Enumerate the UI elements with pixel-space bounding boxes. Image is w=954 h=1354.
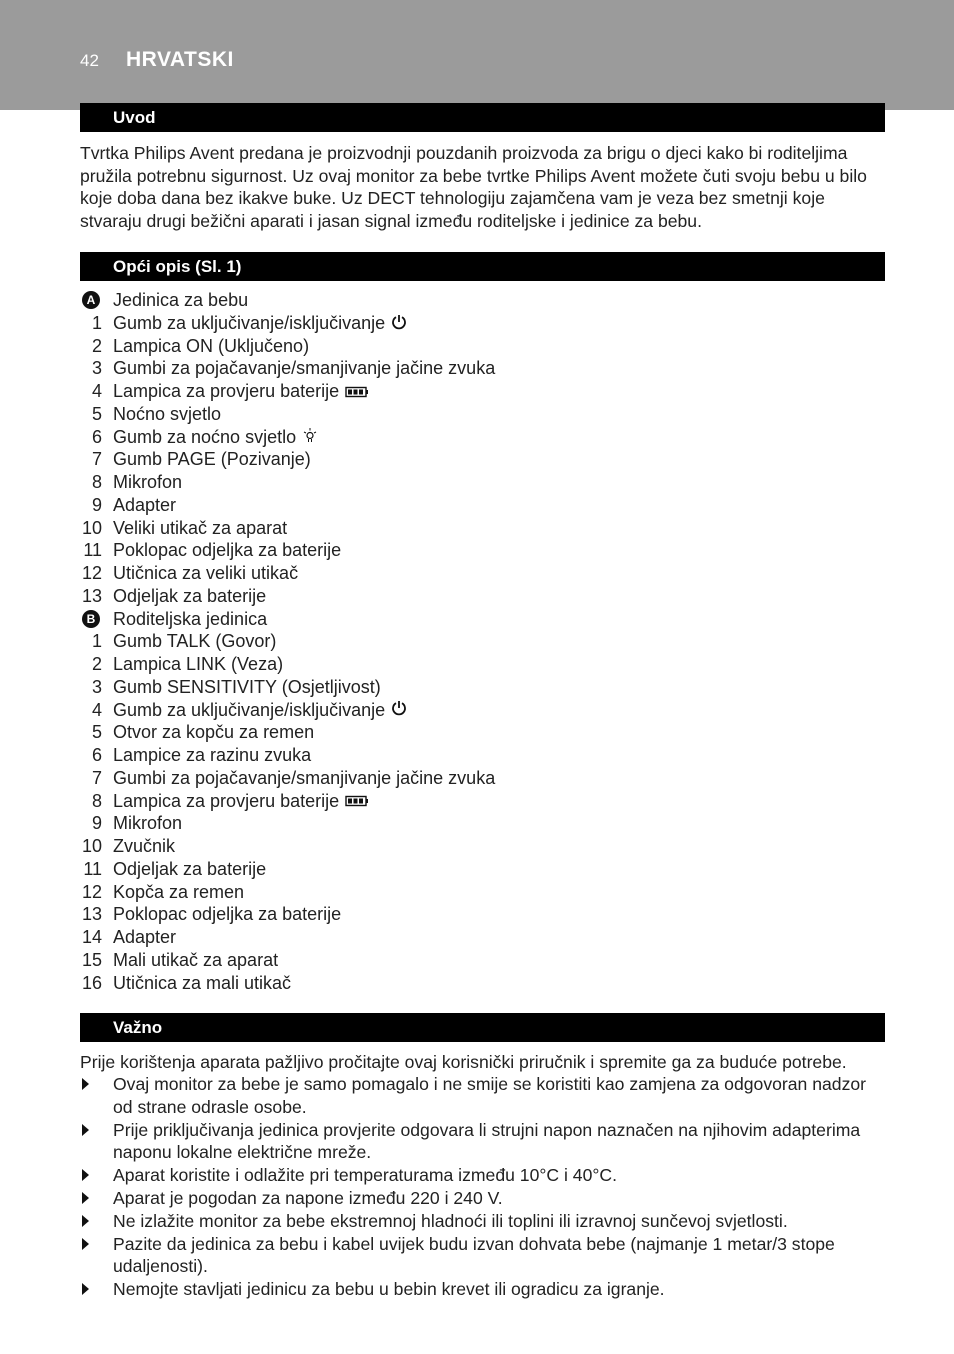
parts-list-item xyxy=(80,426,885,449)
item-label: Gumb za uključivanje/isključivanje xyxy=(113,312,386,333)
item-label: Odjeljak za baterije xyxy=(113,858,267,879)
bullet-triangle-icon xyxy=(82,1238,89,1250)
section-heading-uvod xyxy=(80,103,885,132)
parts-list-item xyxy=(80,699,885,722)
bullet-triangle-icon xyxy=(82,1124,89,1136)
parts-list-item xyxy=(80,812,885,835)
parts-list-item xyxy=(80,380,885,403)
item-label: Gumb SENSITIVITY (Osjetljivost) xyxy=(113,676,381,697)
item-text-wrap xyxy=(113,517,287,540)
item-number: 10 xyxy=(81,517,102,538)
bullet-text: Nemojte stavljati jedinicu za bebu u bebin krevet ili ogradicu za igranje. xyxy=(113,1279,665,1300)
bullet-text: Ne izlažite monitor za bebe ekstremnoj hladnoći ili toplini ili izravnoj sunčevoj svjetlosti. xyxy=(113,1210,788,1231)
item-label: Odjeljak za baterije xyxy=(113,585,267,606)
item-label: Utičnica za veliki utikač xyxy=(113,563,299,583)
item-number: 1 xyxy=(91,312,102,333)
item-label: Gumb PAGE (Pozivanje) xyxy=(113,449,311,470)
item-label: Adapter xyxy=(113,494,177,515)
item-text-wrap xyxy=(113,494,176,517)
section-title: Uvod xyxy=(113,108,156,127)
item-text-wrap xyxy=(113,676,381,699)
bullet-item xyxy=(80,1210,890,1233)
item-label: Noćno svjetlo xyxy=(113,403,222,424)
bullet-item xyxy=(80,1119,890,1165)
item-label: Poklopac odjeljka za baterije xyxy=(113,540,342,561)
item-text-wrap xyxy=(113,721,314,744)
item-label: Utičnica za mali utikač xyxy=(113,972,292,993)
item-label: Adapter xyxy=(113,927,177,947)
parts-list-item xyxy=(80,949,885,972)
item-text-wrap xyxy=(113,335,309,358)
item-label: Gumbi za pojačavanje/smanjivanje jačine zvuka xyxy=(113,358,496,379)
item-number: 9 xyxy=(91,813,102,834)
item-number: 4 xyxy=(91,381,102,401)
parts-list-item xyxy=(80,858,885,881)
parts-list-item xyxy=(80,494,885,517)
item-text-wrap xyxy=(113,653,283,676)
item-label: Lampice za razinu zvuka xyxy=(113,745,312,765)
parts-list-item xyxy=(80,926,885,949)
item-text-wrap xyxy=(113,380,369,404)
parts-list-item xyxy=(80,471,885,494)
item-label: Gumb za noćno svjetlo xyxy=(113,426,297,447)
item-number: 14 xyxy=(81,927,102,947)
item-label: Lampica za provjeru baterije xyxy=(113,381,340,401)
group-badge: A xyxy=(82,291,100,309)
item-label: Lampica za provjeru baterije xyxy=(113,790,340,811)
item-label: Poklopac odjeljka za baterije xyxy=(113,904,342,925)
bullet-text: Prije priključivanja jedinica provjerite odgovara li strujni napon naznačen na njihovim adapterima naponu lokalne električne mreže. xyxy=(113,1119,861,1163)
battery-icon xyxy=(345,381,369,404)
item-number: 11 xyxy=(83,540,102,561)
item-text-wrap xyxy=(113,630,276,653)
parts-list-item xyxy=(80,790,885,813)
item-text-wrap xyxy=(113,835,175,858)
parts-list-item xyxy=(80,744,885,767)
section-heading-vazno xyxy=(80,1013,885,1042)
bullet-triangle-icon xyxy=(82,1192,89,1204)
item-number: 13 xyxy=(81,585,102,606)
item-number: 6 xyxy=(91,426,102,447)
power-icon xyxy=(391,313,407,336)
item-text-wrap xyxy=(113,471,182,494)
bullet-triangle-icon xyxy=(82,1078,89,1090)
parts-group-header xyxy=(80,608,885,631)
item-text-wrap xyxy=(113,926,176,949)
item-number: 2 xyxy=(91,335,102,356)
item-text-wrap xyxy=(113,812,182,835)
group-label: Roditeljska jedinica xyxy=(113,608,268,629)
parts-list-item xyxy=(80,312,885,335)
bullet-item xyxy=(80,1278,890,1301)
parts-list-item xyxy=(80,881,885,904)
bullet-item xyxy=(80,1187,890,1210)
item-number: 13 xyxy=(81,904,102,925)
item-number: 12 xyxy=(81,563,102,583)
bullet-item xyxy=(80,1164,890,1187)
header-band xyxy=(0,0,954,110)
bullet-text: Pazite da jedinica za bebu i kabel uvijek budu izvan dohvata bebe (najmanje 1 metar/3 stope udaljenosti). xyxy=(113,1233,835,1277)
item-number: 8 xyxy=(91,790,102,811)
item-number: 7 xyxy=(91,449,102,470)
item-number: 16 xyxy=(81,972,102,993)
item-label: Mikrofon xyxy=(113,813,183,834)
item-text-wrap xyxy=(113,767,495,790)
bullet-item xyxy=(80,1073,890,1119)
item-label: Gumb za uključivanje/isključivanje xyxy=(113,699,386,720)
parts-list-item xyxy=(80,653,885,676)
item-label: Otvor za kopču za remen xyxy=(113,722,315,743)
item-text-wrap xyxy=(113,312,407,336)
bullet-text: Aparat koristite i odlažite pri temperaturama između 10°C i 40°C. xyxy=(113,1165,617,1186)
item-label: Gumb TALK (Govor) xyxy=(113,631,277,652)
item-label: Mikrofon xyxy=(113,472,183,492)
item-text-wrap xyxy=(113,585,266,608)
page-number: 42 xyxy=(80,51,99,70)
item-text-wrap xyxy=(113,357,495,380)
bullet-text: Ovaj monitor za bebe je samo pomagalo i ne smije se koristiti kao zamjena za odgovoran nadzor od strane odrasle osobe. xyxy=(113,1074,867,1117)
item-text-wrap xyxy=(113,949,278,972)
bullet-triangle-icon xyxy=(82,1283,89,1295)
item-label: Lampica LINK (Veza) xyxy=(113,654,284,674)
item-text-wrap xyxy=(113,403,221,426)
nightlight-icon xyxy=(302,426,318,449)
item-text-wrap xyxy=(113,539,341,562)
item-label: Veliki utikač za aparat xyxy=(113,517,288,538)
parts-list-item xyxy=(80,767,885,790)
parts-list-item xyxy=(80,448,885,471)
group-badge: B xyxy=(82,610,100,628)
language-title: HRVATSKI xyxy=(126,48,234,71)
parts-list-item xyxy=(80,972,885,995)
parts-list-item xyxy=(80,903,885,926)
bullet-triangle-icon xyxy=(82,1169,89,1181)
item-number: 12 xyxy=(81,881,102,902)
section-heading-opis xyxy=(80,252,885,281)
item-text-wrap xyxy=(113,903,341,926)
item-number: 11 xyxy=(83,858,102,879)
bullet-item xyxy=(80,1233,890,1279)
parts-list-item xyxy=(80,517,885,540)
item-number: 5 xyxy=(91,722,102,743)
item-text-wrap xyxy=(113,562,298,585)
bullet-text: Aparat je pogodan za napone između 220 i 240 V. xyxy=(113,1187,503,1208)
parts-list-item xyxy=(80,585,885,608)
parts-list-item xyxy=(80,721,885,744)
item-number: 7 xyxy=(91,767,102,788)
bullet-triangle-icon xyxy=(82,1215,89,1227)
item-number: 4 xyxy=(91,699,102,720)
important-bullet-list xyxy=(80,1073,890,1301)
item-label: Mali utikač za aparat xyxy=(113,949,279,970)
item-number: 5 xyxy=(91,403,102,424)
item-text-wrap xyxy=(113,790,369,814)
parts-list-item xyxy=(80,335,885,358)
item-text-wrap xyxy=(113,972,291,995)
parts-list-item xyxy=(80,562,885,585)
section-title: Važno xyxy=(113,1018,163,1037)
item-text-wrap xyxy=(113,426,318,450)
power-icon xyxy=(391,699,407,722)
item-text-wrap xyxy=(113,858,266,881)
item-number: 6 xyxy=(91,745,102,765)
item-number: 8 xyxy=(91,472,102,492)
intro-paragraph: Tvrtka Philips Avent predana je proizvodnji pouzdanih proizvoda za brigu o djeci kako bi roditeljima pružila potrebnu sigurnost. Uz ovaj monitor za bebe tvrtke Philips Avent možete čuti svoju bebu u bilo koje doba dana bez ikakve buke. Uz DECT tehnologiju zajamčena vam je veza bez smetnji koje stvaraju drugi bežični aparati i jasan signal između roditeljske i jedinice za bebu. xyxy=(80,143,867,231)
item-label: Lampica ON (Uključeno) xyxy=(113,335,310,356)
parts-list-item xyxy=(80,676,885,699)
battery-icon xyxy=(345,790,369,813)
group-label: Jedinica za bebu xyxy=(113,290,249,310)
parts-list-item xyxy=(80,539,885,562)
parts-list xyxy=(80,289,885,994)
item-label: Gumbi za pojačavanje/smanjivanje jačine zvuka xyxy=(113,767,496,788)
item-label: Kopča za remen xyxy=(113,881,245,902)
parts-list-item xyxy=(80,403,885,426)
important-intro: Prije korištenja aparata pažljivo pročitajte ovaj korisnički priručnik i spremite ga za buduće potrebe. xyxy=(80,1052,847,1072)
item-number: 2 xyxy=(91,654,102,674)
parts-group-header xyxy=(80,289,885,312)
item-text-wrap xyxy=(113,448,311,471)
parts-list-item xyxy=(80,630,885,653)
item-number: 3 xyxy=(91,358,102,379)
item-number: 10 xyxy=(81,836,102,856)
item-text-wrap xyxy=(113,699,407,723)
item-number: 15 xyxy=(81,949,102,970)
item-number: 1 xyxy=(91,631,102,652)
item-text-wrap xyxy=(113,881,244,904)
parts-list-item xyxy=(80,357,885,380)
item-number: 3 xyxy=(91,676,102,697)
item-text-wrap xyxy=(113,744,311,767)
item-number: 9 xyxy=(91,494,102,515)
parts-list-item xyxy=(80,835,885,858)
section-title: Opći opis (Sl. 1) xyxy=(113,257,242,276)
item-label: Zvučnik xyxy=(113,836,176,856)
